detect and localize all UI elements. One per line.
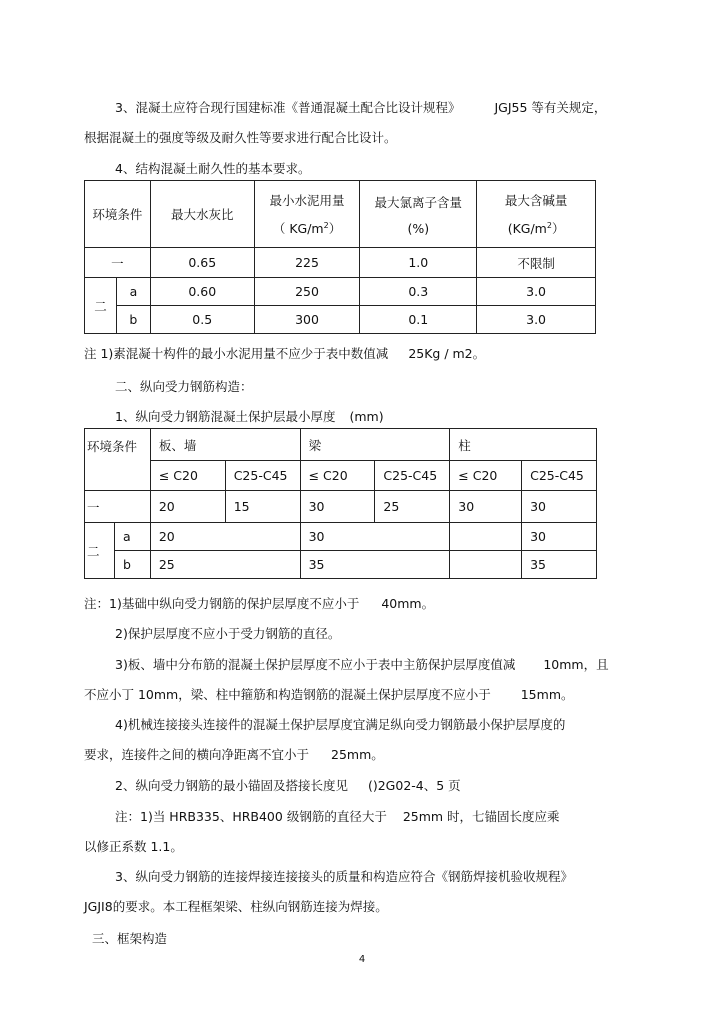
- header-cement-label: 最小水泥用量: [269, 193, 345, 208]
- cell-alkali: 3.0: [477, 278, 596, 306]
- cell-chloride: 0.1: [360, 306, 477, 334]
- header-env: 环境条件: [85, 181, 151, 248]
- cell-value: [450, 551, 522, 579]
- text: 3)板、墙中分布筋的混凝土保护层厚度不应小于表中主筋保护层厚度值减: [115, 657, 516, 672]
- text: 25mm。: [331, 747, 384, 762]
- cell-env: 一: [85, 248, 151, 278]
- text: 要求，连接件之间的横向净距离不宜小于: [84, 747, 310, 762]
- header-c25-c45: C25-C45: [225, 461, 300, 491]
- note-distribution-bar: [115, 656, 609, 674]
- header-le-c20: ≤ C20: [150, 461, 225, 491]
- paragraph-concrete-standard: [115, 99, 606, 117]
- cell-wc: 0.5: [150, 306, 254, 334]
- cell-cement: 225: [254, 248, 360, 278]
- table-row: [85, 551, 597, 579]
- header-beam: 梁: [300, 429, 450, 461]
- header-cement: [254, 181, 360, 248]
- note-mechanical-connection: 4)机械连接接头连接件的混凝土保护层厚度宜满足纵向受力钢筋最小保护层厚度的: [115, 717, 566, 732]
- text: JGJ55 等有关规定，: [494, 100, 607, 115]
- header-alkali: [477, 181, 596, 248]
- header-column: 柱: [450, 429, 597, 461]
- cell-wc: 0.60: [150, 278, 254, 306]
- text: 注：1)基础中纵向受力钢筋的保护层厚度不应小于: [84, 596, 360, 611]
- paragraph-mix-design: 根据混凝土的强度等级及耐久性等要求进行配合比设计。: [84, 130, 397, 145]
- cell-cement: 300: [254, 306, 360, 334]
- cell-sub: a: [116, 278, 150, 306]
- table-row: [85, 248, 596, 278]
- header-wc: 最大水灰比: [150, 181, 254, 248]
- page-number: 4: [358, 954, 366, 965]
- cell-env: 一: [85, 491, 151, 523]
- cell-sub: b: [114, 551, 150, 579]
- cell-sub: b: [116, 306, 150, 334]
- text: 10mm，且: [543, 657, 609, 672]
- header-chloride-label: 最大氯离子含量: [374, 194, 463, 210]
- text: 注：1)当 HRB335、HRB400 级钢筋的直径大于: [115, 809, 387, 824]
- cell-wc: 0.65: [150, 248, 254, 278]
- cell-chloride: 0.3: [360, 278, 477, 306]
- text: ()2G02-4、5 页: [367, 778, 461, 793]
- text: 25mm 时，七锚固长度应乘: [402, 809, 560, 824]
- header-alkali-label: 最大含碱量: [504, 193, 568, 208]
- note-anchorage-factor: [115, 808, 560, 826]
- cell-value: 30: [450, 491, 522, 523]
- header-c25-c45: C25-C45: [375, 461, 450, 491]
- text: 2、纵向受力钢筋的最小锚固及搭接长度见: [115, 778, 348, 793]
- text: 3、混凝土应符合现行国建标准《普通混凝土配合比设计规程》: [115, 100, 461, 115]
- paragraph-durability-heading: 4、结构混凝土耐久性的基本要求。: [115, 161, 311, 176]
- note-cover-diameter: 2)保护层厚度不应小于受力钢筋的直径。: [115, 626, 341, 641]
- text: 25Kg / m2。: [408, 346, 486, 361]
- cell-value: 30: [522, 491, 597, 523]
- note-cement: [84, 345, 485, 363]
- cover-thickness-table: [84, 428, 597, 579]
- cell-value: 30: [300, 523, 450, 551]
- header-cement-unit: （ $KG/m^2$）: [272, 220, 342, 236]
- cell-value: 35: [522, 551, 597, 579]
- header-slab: 板、墙: [150, 429, 300, 461]
- paragraph-welding: 3、纵向受力钢筋的连接焊接连接接头的质量和构造应符合《钢筋焊接机验收规程》: [115, 869, 573, 884]
- cell-value: 20: [150, 523, 300, 551]
- header-chloride-unit: (%): [407, 220, 430, 236]
- paragraph-welding-standard: JGJI8的要求。本工程框架梁、柱纵向钢筋连接为焊接。: [84, 899, 388, 914]
- durability-table: [84, 180, 596, 334]
- note-correction-factor: 以修正系数 1.1。: [84, 839, 183, 854]
- cell-alkali: 3.0: [477, 306, 596, 334]
- text: 15mm。: [520, 687, 574, 702]
- note-foundation-cover: [84, 595, 434, 613]
- note-stirrup-cover: [84, 686, 574, 704]
- cell-env: 二: [85, 278, 117, 334]
- header-env: 环境条件: [85, 429, 151, 491]
- cell-value: [450, 523, 522, 551]
- header-chloride: [360, 181, 477, 248]
- cell-cement: 250: [254, 278, 360, 306]
- cell-value: 30: [522, 523, 597, 551]
- cell-value: 25: [375, 491, 450, 523]
- cell-value: 20: [150, 491, 225, 523]
- text: 40mm。: [381, 596, 435, 611]
- cell-env: 二: [85, 523, 115, 579]
- table-row: [85, 491, 597, 523]
- cell-value: 35: [300, 551, 450, 579]
- cell-alkali: 不限制: [477, 248, 596, 278]
- cell-sub: a: [114, 523, 150, 551]
- table-row: [85, 278, 596, 306]
- table-row: [85, 306, 596, 334]
- table-row: [85, 523, 597, 551]
- note-connector-spacing: [84, 746, 384, 764]
- paragraph-cover-heading: [115, 408, 384, 426]
- cell-value: 30: [300, 491, 375, 523]
- cell-value: 15: [225, 491, 300, 523]
- text: 不应小丁 10mm，梁、柱中箍筋和构造钢筋的混凝土保护层厚度不应小于: [84, 687, 491, 702]
- section-heading-longitudinal: 二、纵向受力钢筋构造：: [115, 379, 253, 394]
- header-alkali-unit: $(KG/m^2)$: [507, 220, 565, 236]
- text: 注 1)素混凝十构件的最小水泥用量不应少于表中数值减: [84, 346, 389, 361]
- paragraph-anchorage: [115, 777, 461, 795]
- section-heading-frame: 三、框架构造: [92, 931, 168, 946]
- header-le-c20: ≤ C20: [300, 461, 375, 491]
- text: 1、纵向受力钢筋混凝土保护层最小厚度: [115, 409, 336, 424]
- text: (mm): [349, 409, 384, 424]
- cell-chloride: 1.0: [360, 248, 477, 278]
- header-le-c20: ≤ C20: [450, 461, 522, 491]
- header-c25-c45: C25-C45: [522, 461, 597, 491]
- cell-value: 25: [150, 551, 300, 579]
